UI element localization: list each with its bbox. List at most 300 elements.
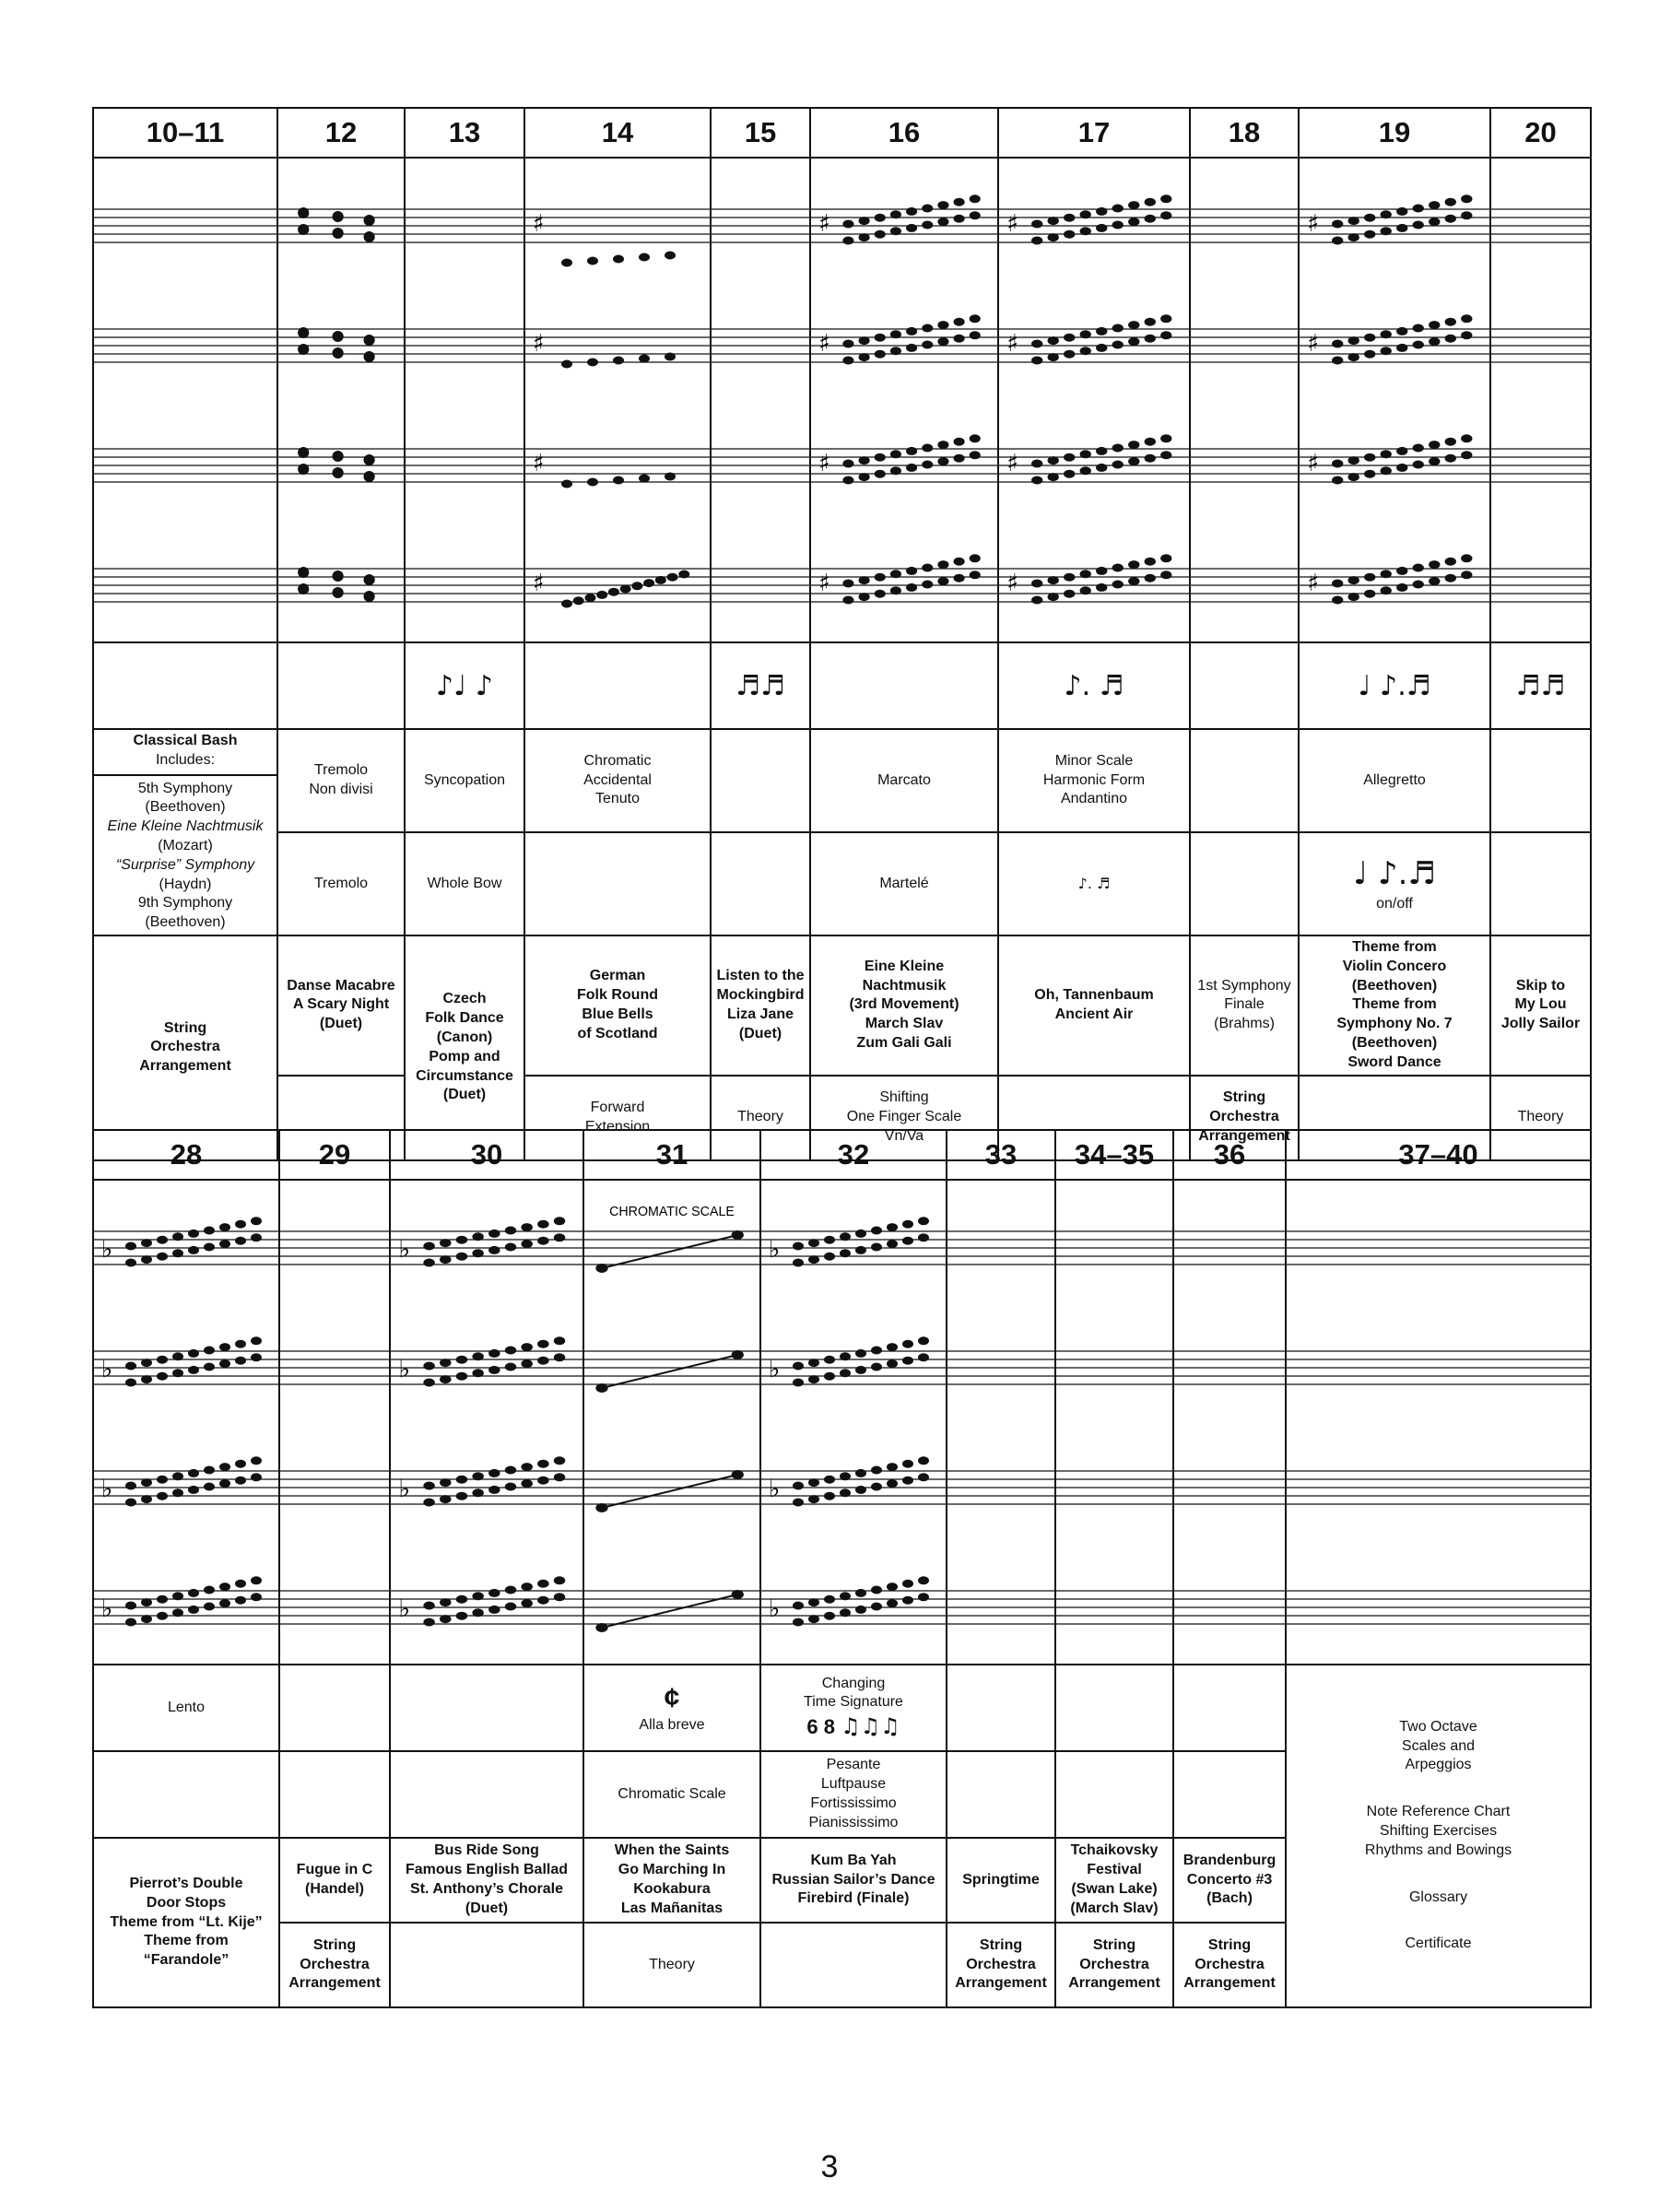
note-head xyxy=(456,1476,467,1484)
notation-group xyxy=(769,1456,929,1506)
note-head xyxy=(918,1576,929,1584)
text-line: Forward xyxy=(590,1099,645,1115)
note-head xyxy=(1348,576,1359,584)
note-head xyxy=(188,1366,199,1374)
staff-cell xyxy=(405,158,524,642)
songs-cell xyxy=(1173,1838,1286,1923)
text-line: When the Saints xyxy=(614,1842,730,1859)
text-line: Vn/Va xyxy=(884,1127,924,1144)
text-line: (3rd Movement) xyxy=(849,996,959,1013)
note-head xyxy=(157,1476,168,1484)
note-head xyxy=(875,334,886,342)
note-head xyxy=(859,233,870,241)
staff-cell xyxy=(711,158,810,642)
note-head xyxy=(172,1592,183,1600)
note-head xyxy=(472,1488,483,1497)
note-head xyxy=(954,335,965,343)
note-head xyxy=(219,1343,230,1351)
note-head xyxy=(840,1352,851,1360)
text-line: Firebird (Finale) xyxy=(797,1890,910,1907)
page-column-header: 33 xyxy=(947,1130,1055,1180)
note-head xyxy=(855,1246,866,1254)
note-head xyxy=(890,570,901,578)
note-head xyxy=(840,1249,851,1257)
note-head xyxy=(488,1589,500,1597)
final-item: Shifting Exercises xyxy=(1379,1823,1498,1839)
text-line: Andantino xyxy=(1060,791,1128,807)
note-head xyxy=(875,470,886,478)
note-head xyxy=(1461,331,1472,339)
note-head xyxy=(855,1349,866,1358)
eighth-notes: ♫♫♫ xyxy=(841,1713,900,1740)
note-head xyxy=(859,576,870,584)
music-staff xyxy=(94,159,276,641)
note-head xyxy=(1461,314,1472,323)
note-head xyxy=(732,1230,744,1240)
note-head xyxy=(141,1359,152,1367)
note-head xyxy=(472,1249,483,1257)
rhythm-notation: ♬♬ xyxy=(1490,642,1591,729)
note-head xyxy=(298,327,309,338)
note-head xyxy=(537,1340,548,1348)
note-head xyxy=(1364,470,1375,478)
notation-group xyxy=(298,447,375,482)
note-head xyxy=(1381,227,1392,235)
text-line: Folk Round xyxy=(577,986,658,1003)
note-head xyxy=(608,588,619,596)
note-head xyxy=(855,1606,866,1614)
page-column-header: 12 xyxy=(277,108,405,158)
note-head xyxy=(554,1593,565,1601)
note-head xyxy=(587,257,598,265)
note-head xyxy=(1160,314,1171,323)
note-head xyxy=(639,475,650,483)
note-head xyxy=(1112,221,1124,229)
note-head xyxy=(298,464,309,475)
extra-cell xyxy=(390,1923,583,2007)
note-head xyxy=(1332,580,1343,588)
note-head xyxy=(505,1227,516,1235)
text-line: (Swan Lake) xyxy=(1071,1881,1158,1897)
note-head xyxy=(125,1379,136,1387)
staff-cell xyxy=(1490,158,1591,642)
note-head xyxy=(840,1232,851,1241)
text-line: (Beethoven) xyxy=(1351,1034,1438,1051)
text-line: Pierrot’s Double xyxy=(129,1876,243,1891)
sharp-sign: ♯ xyxy=(1006,570,1019,597)
text-line: (Haydn) xyxy=(159,876,212,892)
text-line: Finale xyxy=(1224,996,1265,1013)
note-head xyxy=(1160,331,1171,339)
note-head xyxy=(890,450,901,458)
note-head xyxy=(808,1239,819,1247)
note-head xyxy=(970,194,981,203)
note-head xyxy=(251,1233,262,1241)
note-head xyxy=(172,1488,183,1497)
songs-cell xyxy=(583,1838,760,1923)
note-head xyxy=(918,1233,929,1241)
note-head xyxy=(808,1615,819,1623)
sharp-sign: ♯ xyxy=(818,450,830,477)
note-head xyxy=(172,1472,183,1480)
note-head xyxy=(808,1598,819,1606)
songs-cell xyxy=(524,935,711,1076)
note-head xyxy=(204,1483,215,1491)
note-head xyxy=(1348,473,1359,481)
note-head xyxy=(537,1596,548,1605)
note-head xyxy=(732,1590,744,1599)
note-head xyxy=(472,1592,483,1600)
note-head xyxy=(906,207,917,216)
note-head xyxy=(472,1472,483,1480)
note-head xyxy=(1348,233,1359,241)
music-staff xyxy=(761,1181,946,1664)
note-head xyxy=(537,1460,548,1468)
note-head xyxy=(1080,210,1091,218)
flat-sign: ♭ xyxy=(769,1595,781,1623)
note-head xyxy=(251,1576,262,1584)
note-head xyxy=(204,1227,215,1235)
songs-cell xyxy=(1055,1838,1173,1923)
note-head xyxy=(902,1460,913,1468)
music-staff xyxy=(391,1181,582,1664)
note-head xyxy=(1396,327,1407,335)
note-head xyxy=(793,1499,804,1507)
note-head xyxy=(1332,460,1343,468)
final-item: Rhythms and Bowings xyxy=(1364,1841,1512,1858)
note-head xyxy=(1112,444,1124,453)
text-line: (Duet) xyxy=(319,1016,363,1032)
note-head xyxy=(793,1259,804,1267)
text-line: Festival xyxy=(1087,1862,1142,1878)
note-head xyxy=(937,201,948,209)
note-head xyxy=(922,205,933,213)
note-head xyxy=(918,1217,929,1225)
note-head xyxy=(1413,341,1424,349)
bowing-cell xyxy=(405,832,524,935)
note-head xyxy=(219,1223,230,1231)
note-head xyxy=(1064,350,1075,359)
note-head xyxy=(188,1349,199,1358)
note-head xyxy=(595,1264,607,1273)
note-head xyxy=(1332,237,1343,245)
note-head xyxy=(840,1472,851,1480)
note-head xyxy=(488,1606,500,1614)
note-head xyxy=(1413,444,1424,453)
text-line: Theory xyxy=(737,1109,783,1125)
note-head xyxy=(235,1460,246,1468)
note-head xyxy=(902,1237,913,1245)
note-head xyxy=(188,1486,199,1494)
terms-cell xyxy=(1190,729,1299,832)
bowing-cell xyxy=(947,1751,1055,1838)
page-column-header: 28 xyxy=(93,1130,279,1180)
note-head xyxy=(1096,583,1107,592)
note-head xyxy=(1128,577,1139,585)
text-line: A Scary Night xyxy=(292,996,390,1013)
note-head xyxy=(1048,473,1059,481)
notation-group xyxy=(101,1456,262,1506)
note-head xyxy=(954,215,965,223)
note-head xyxy=(423,1602,434,1610)
note-head xyxy=(172,1369,183,1377)
text-line: String xyxy=(1222,1089,1266,1106)
terms-cell xyxy=(711,729,810,832)
text-line: Arrangement xyxy=(1183,1975,1276,1992)
note-head xyxy=(488,1230,500,1238)
staff-cell xyxy=(1055,1180,1173,1665)
note-head xyxy=(554,1336,565,1345)
note-head xyxy=(204,1586,215,1594)
note-head xyxy=(859,336,870,345)
note-head xyxy=(505,1483,516,1491)
text-line: Brandenburg xyxy=(1182,1852,1277,1868)
page-column-header: 30 xyxy=(390,1130,583,1180)
note-head xyxy=(906,567,917,575)
note-head xyxy=(1112,564,1124,572)
note-head xyxy=(1080,450,1091,458)
note-head xyxy=(859,593,870,601)
sharp-sign: ♯ xyxy=(1307,330,1320,358)
note-head xyxy=(1160,571,1171,579)
note-head xyxy=(251,1336,262,1345)
page-column-header: 20 xyxy=(1490,108,1591,158)
note-head xyxy=(363,471,374,482)
note-head xyxy=(456,1595,467,1604)
note-head xyxy=(251,1456,262,1465)
extra-cell xyxy=(583,1923,760,2007)
note-head xyxy=(595,1623,607,1632)
text-line: Extension xyxy=(584,1118,651,1135)
notation-group xyxy=(298,207,375,242)
text-line: “Surprise” Symphony xyxy=(115,856,255,873)
songs-cell xyxy=(277,935,405,1076)
staff-cell xyxy=(93,1180,279,1665)
notation-group xyxy=(398,1456,565,1506)
note-head xyxy=(423,1242,434,1251)
text-line: My Lou xyxy=(1514,996,1567,1013)
note-head xyxy=(732,1470,744,1479)
note-head xyxy=(235,1596,246,1605)
sharp-sign: ♯ xyxy=(533,330,545,358)
staff-cell xyxy=(1299,158,1490,642)
bowing-cell xyxy=(277,832,405,935)
terms-cell xyxy=(277,729,405,832)
text-line: Tremolo xyxy=(313,875,369,891)
note-head xyxy=(1348,217,1359,225)
note-head xyxy=(125,1499,136,1507)
note-head xyxy=(125,1602,136,1610)
text-line: (Duet) xyxy=(442,1087,487,1103)
sharp-sign: ♯ xyxy=(1006,450,1019,477)
note-head xyxy=(1429,457,1440,465)
note-head xyxy=(440,1598,451,1606)
text-line: Theme from xyxy=(1352,996,1437,1013)
note-head xyxy=(505,1603,516,1611)
note-head xyxy=(188,1606,199,1614)
notation-group xyxy=(101,1336,262,1386)
note-head xyxy=(808,1375,819,1383)
note-head xyxy=(1413,205,1424,213)
text-line: Arrangement xyxy=(1198,1127,1290,1144)
note-head xyxy=(157,1356,168,1364)
note-head xyxy=(1128,321,1139,329)
sharp-sign: ♯ xyxy=(1006,210,1019,238)
staff-cell xyxy=(93,158,277,642)
note-head xyxy=(937,218,948,226)
note-head xyxy=(887,1599,898,1607)
note-head xyxy=(937,560,948,569)
note-head xyxy=(1429,337,1440,346)
staff-row xyxy=(93,158,1591,642)
note-head xyxy=(840,1592,851,1600)
note-head xyxy=(1348,353,1359,361)
notation-group xyxy=(595,1470,744,1512)
alla-breve-cell xyxy=(583,1665,760,1751)
note-head xyxy=(855,1230,866,1238)
rhythm-notation: ♪. ♬ xyxy=(998,642,1190,729)
note-head xyxy=(732,1350,744,1359)
staff-cell xyxy=(1173,1180,1286,1665)
note-head xyxy=(1381,466,1392,475)
music-staff xyxy=(584,1181,759,1664)
note-head xyxy=(1396,447,1407,455)
text-line: Circumstance xyxy=(416,1067,513,1084)
note-head xyxy=(922,221,933,229)
text-line: String xyxy=(1207,1936,1252,1953)
bowing-cell xyxy=(583,1751,760,1838)
note-head xyxy=(1160,434,1171,442)
note-head xyxy=(125,1242,136,1251)
note-head xyxy=(554,1473,565,1481)
extra-cell xyxy=(1173,1923,1286,2007)
text-line: Orchestra xyxy=(1079,1956,1149,1972)
note-head xyxy=(188,1469,199,1477)
text-line: Jolly Sailor xyxy=(1500,1016,1581,1032)
note-head xyxy=(954,558,965,566)
music-staff xyxy=(1491,159,1590,641)
note-head xyxy=(887,1463,898,1471)
note-head xyxy=(871,1227,882,1235)
text-line: Minor Scale xyxy=(1054,752,1134,769)
note-head xyxy=(141,1478,152,1487)
note-head xyxy=(1445,198,1456,206)
note-head xyxy=(521,1240,532,1248)
staff-cell xyxy=(1190,158,1299,642)
note-head xyxy=(855,1589,866,1597)
notation-group xyxy=(101,1576,262,1626)
note-head xyxy=(298,567,309,578)
text-line: Skip to xyxy=(1515,977,1566,994)
text-line: (Duet) xyxy=(465,1900,509,1916)
note-head xyxy=(1381,210,1392,218)
note-head xyxy=(1031,357,1042,365)
note-head xyxy=(596,591,607,599)
note-head xyxy=(906,224,917,232)
songs-row xyxy=(93,935,1591,1076)
bottom-note-cell xyxy=(93,935,277,1160)
note-head xyxy=(1364,573,1375,582)
header-row xyxy=(93,1130,1591,1180)
staff-cell xyxy=(277,158,405,642)
sharp-sign: ♯ xyxy=(1307,210,1320,238)
note-head xyxy=(1445,318,1456,326)
note-head xyxy=(875,350,886,359)
note-head xyxy=(1429,577,1440,585)
note-head xyxy=(554,1353,565,1361)
note-head xyxy=(1381,330,1392,338)
extra-cell xyxy=(947,1923,1055,2007)
notation-group xyxy=(818,434,981,484)
note-head xyxy=(440,1478,451,1487)
note-head xyxy=(808,1495,819,1503)
note-head xyxy=(824,1236,835,1244)
note-head xyxy=(1364,230,1375,239)
note-head xyxy=(554,1233,565,1241)
music-staff xyxy=(1300,159,1489,641)
note-head xyxy=(871,1466,882,1475)
text-line: String xyxy=(979,1936,1023,1953)
note-head xyxy=(1332,596,1343,605)
note-head xyxy=(125,1482,136,1490)
text-line: String xyxy=(312,1936,357,1953)
note-head xyxy=(875,230,886,239)
bowing-cell xyxy=(1190,832,1299,935)
flat-sign: ♭ xyxy=(101,1236,113,1264)
text-line: Danse Macabre xyxy=(287,977,395,994)
terms-cell xyxy=(998,729,1190,832)
note-head xyxy=(793,1482,804,1490)
note-head xyxy=(1064,573,1075,582)
note-head xyxy=(1145,438,1156,446)
bowing-cell xyxy=(1173,1751,1286,1838)
note-head xyxy=(125,1259,136,1267)
note-head xyxy=(1445,558,1456,566)
note-head xyxy=(125,1618,136,1627)
note-head xyxy=(1096,464,1107,472)
text-line: String xyxy=(1092,1936,1136,1953)
note-head xyxy=(440,1495,451,1503)
note-head xyxy=(204,1466,215,1475)
text-line: Kum Ba Yah xyxy=(810,1852,897,1868)
note-head xyxy=(1031,237,1042,245)
text-line: (Handel) xyxy=(305,1881,364,1897)
songs-cell xyxy=(93,1838,279,2007)
note-head xyxy=(922,444,933,453)
note-head xyxy=(561,259,572,267)
note-head xyxy=(678,571,689,579)
terms-row xyxy=(93,729,1591,832)
terms-cell xyxy=(1490,729,1591,832)
note-head xyxy=(456,1356,467,1364)
text-line: Harmonic Form xyxy=(1042,771,1146,788)
note-head xyxy=(1048,353,1059,361)
bowing-cell xyxy=(760,1751,947,1838)
terms-cell xyxy=(93,1665,279,1751)
text-line: Las Mañanitas xyxy=(620,1900,724,1916)
text-line: Arrangement xyxy=(955,1975,1047,1992)
note-head xyxy=(204,1603,215,1611)
note-head xyxy=(655,576,666,584)
note-head xyxy=(561,600,572,608)
note-head xyxy=(613,357,624,365)
bowing-notation xyxy=(998,832,1190,935)
page-column-header: 34–35 xyxy=(1055,1130,1173,1180)
text-line: Famous English Ballad xyxy=(405,1862,569,1878)
page-column-header: 16 xyxy=(810,108,998,158)
text-line: Pomp and xyxy=(429,1048,500,1065)
text-line: Sword Dance xyxy=(1347,1053,1441,1070)
